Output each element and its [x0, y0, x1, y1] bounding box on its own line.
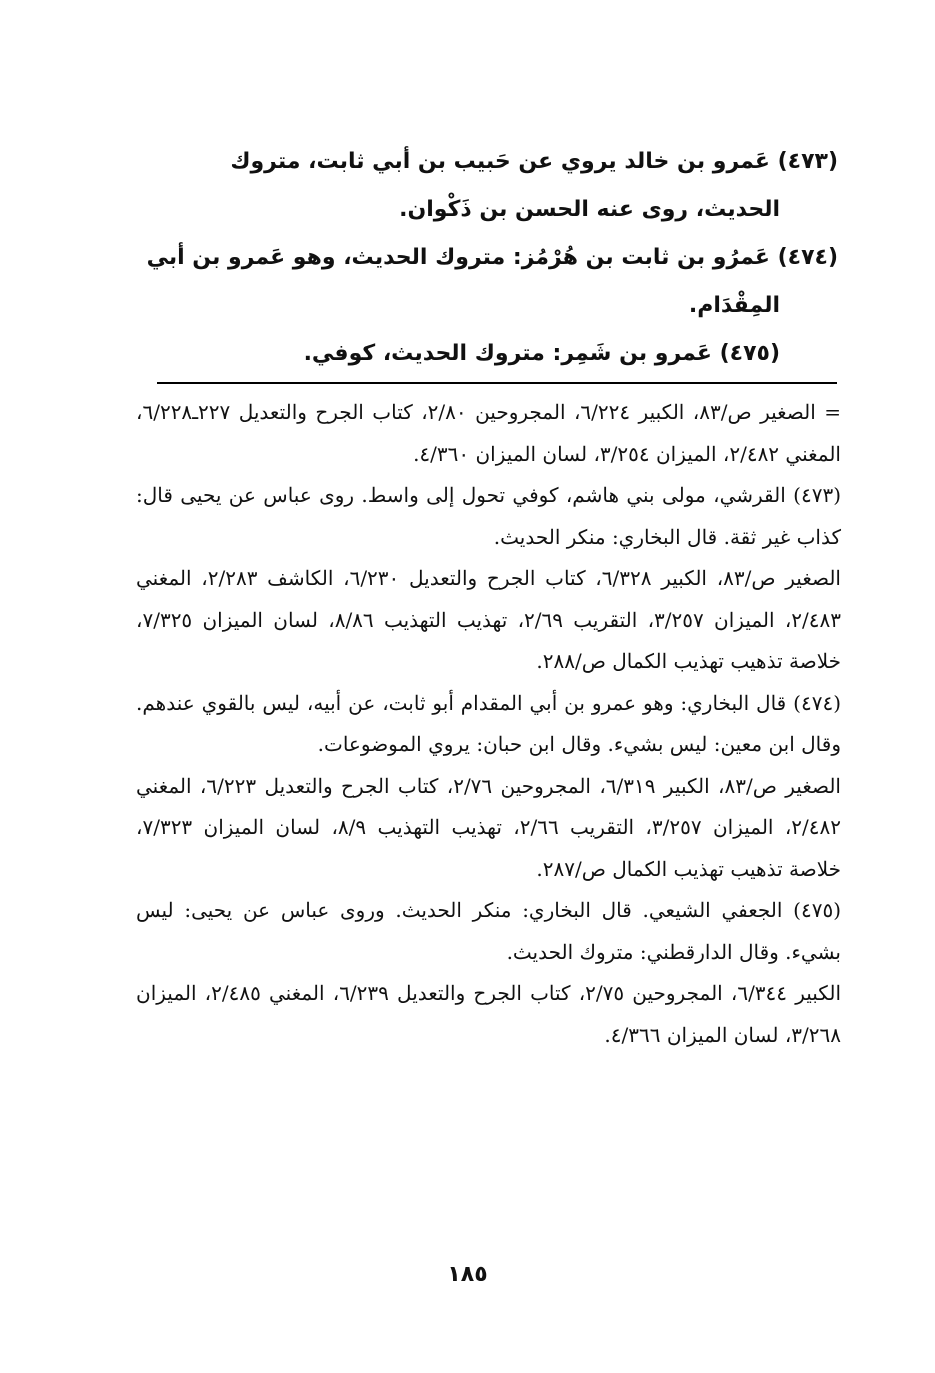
footnotes	[136, 392, 841, 1056]
footnote-473: (٤٧٣) القرشي، مولى بني هاشم، كوفي تحول إلى واسط. روى عباس عن يحيى قال: كذاب غير ثقة. قال البخاري: منكر الحديث.	[136, 483, 841, 549]
main-text	[138, 138, 838, 378]
footnote-continuation: = الصغير ص/٨٣، الكبير ٦/٢٢٤، المجروحين ٢/٨٠، كتاب الجرح والتعديل ٢٢٧ـ٦/٢٢٨، المغني ٢/٤٨٢، الميزان ٣/٢٥٤، لسان الميزان ٤/٣٦٠.	[136, 400, 841, 466]
footnote-474: (٤٧٤) قال البخاري: وهو عمرو بن أبي المقدام أبو ثابت، عن أبيه، ليس بالقوي عندهم. وقال ابن معين: ليس بشيء. وقال ابن حبان: يروي الموضوعات.	[136, 690, 841, 756]
entry-474-line2: المِقْدَام.	[688, 293, 780, 318]
entry-473	[138, 138, 838, 234]
footnote-474-sources: الصغير ص/٨٣، الكبير ٦/٣١٩، المجروحين ٢/٧٦، كتاب الجرح والتعديل ٦/٢٢٣، المغني ٢/٤٨٢، الميزان ٣/٢٥٧، التقريب ٢/٦٦، تهذيب التهذيب ٨/٩، لسان الميزان ٧/٣٢٣، خلاصة تذهيب تهذيب الكمال ص/٢٨٧.	[136, 773, 841, 881]
entry-475-line1: (٤٧٥) عَمرو بن شَمِر: متروك الحديث، كوفي.	[303, 341, 780, 366]
page-number: ١٨٥	[447, 1262, 488, 1287]
entry-473-line2: الحديث، روى عنه الحسن بن ذَكْوان.	[399, 197, 780, 222]
footnote-475: (٤٧٥) الجعفي الشيعي. قال البخاري: منكر الحديث. وروى عباس عن يحيى: ليس بشيء. وقال الدارقطني: متروك الحديث.	[136, 898, 841, 964]
footnote-475-sources: الكبير ٦/٣٤٤، المجروحين ٢/٧٥، كتاب الجرح والتعديل ٦/٢٣٩، المغني ٢/٤٨٥، الميزان ٣/٢٦٨، لسان الميزان ٤/٣٦٦.	[136, 981, 841, 1047]
entry-473-line1: (٤٧٣) عَمرو بن خالد يروي عن حَبيب بن أبي ثابت، متروك	[230, 149, 838, 174]
entry-475	[138, 330, 838, 378]
footnote-473-sources: الصغير ص/٨٣، الكبير ٦/٣٢٨، كتاب الجرح والتعديل ٦/٢٣٠، الكاشف ٢/٢٨٣، المغني ٢/٤٨٣، الميزان ٣/٢٥٧، التقريب ٢/٦٩، تهذيب التهذيب ٨/٨٦، لسان الميزان ٧/٣٢٥، خلاصة تذهيب تهذيب الكمال ص/٢٨٨.	[136, 566, 842, 673]
entry-474-line1: (٤٧٤) عَمرُو بن ثابت بن هُرْمُز: متروك الحديث، وهو عَمرو بن أبي	[146, 245, 838, 270]
entry-474	[138, 234, 838, 330]
footnote-separator-rule	[157, 382, 837, 384]
